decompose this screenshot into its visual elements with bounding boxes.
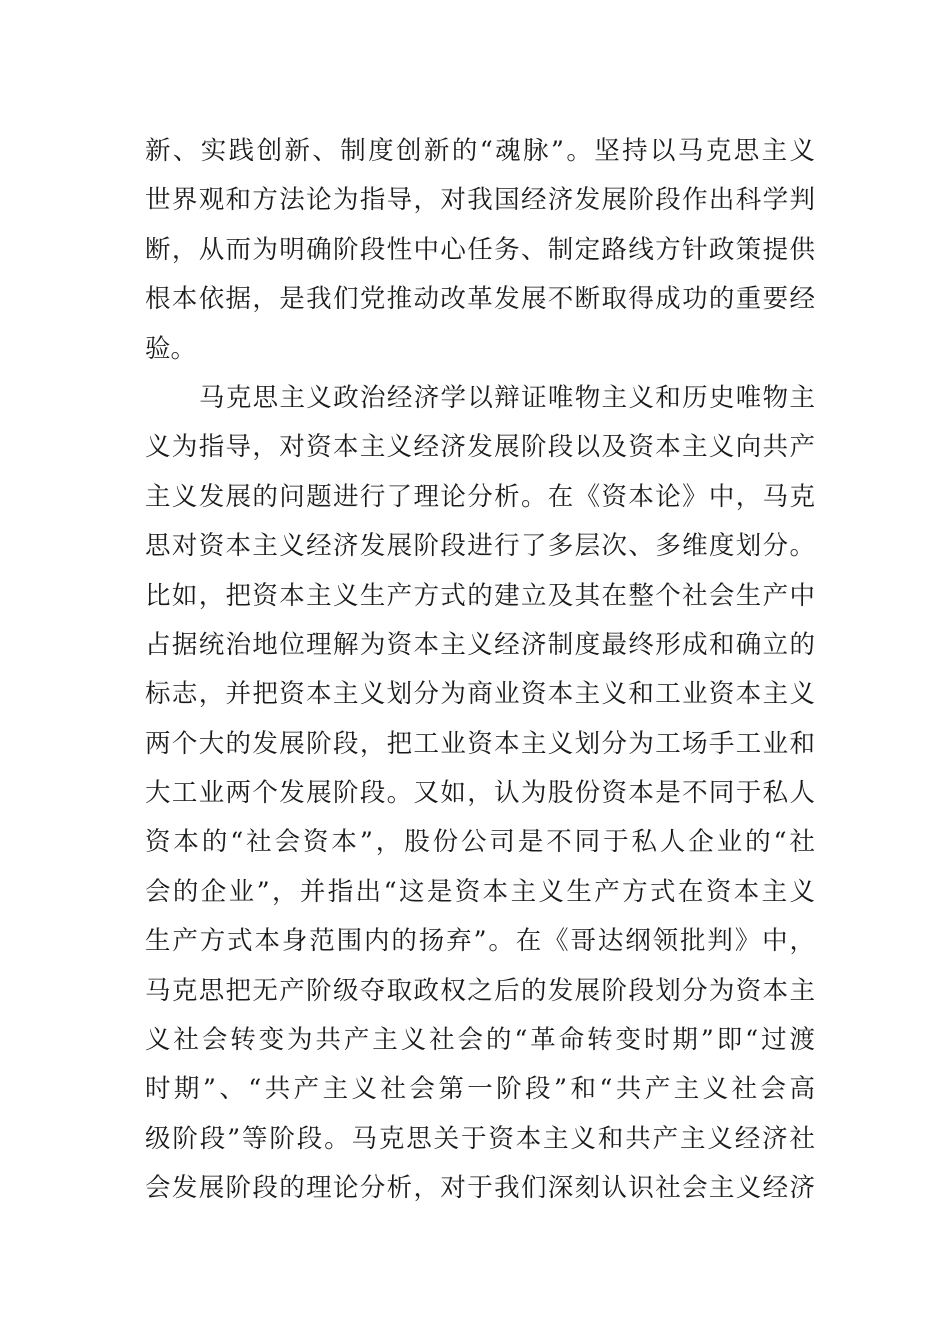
text-line: 占据统治地位理解为资本主义经济制度最终形成和确立的 <box>145 629 815 660</box>
text-line: 级阶段”等阶段。马克思关于资本主义和共产主义经济社 <box>145 1123 815 1154</box>
text-line: 时期”、“共产主义社会第一阶段”和“共产主义社会高 <box>145 1074 815 1105</box>
text-line: 义社会转变为共产主义社会的“革命转变时期”即“过渡 <box>145 1025 815 1056</box>
text-line: 思对资本主义经济发展阶段进行了多层次、多维度划分。 <box>145 531 815 562</box>
text-line: 标志，并把资本主义划分为商业资本主义和工业资本主义 <box>145 679 815 710</box>
text-line: 主义发展的问题进行了理论分析。在《资本论》中，马克 <box>145 481 815 512</box>
text-line: 验。 <box>145 333 197 364</box>
text-line: 会的企业”，并指出“这是资本主义生产方式在资本主义 <box>145 876 815 907</box>
text-line: 马克思把无产阶级夺取政权之后的发展阶段划分为资本主 <box>145 975 815 1006</box>
text-line: 生产方式本身范围内的扬弃”。在《哥达纲领批判》中， <box>145 926 815 957</box>
text-line: 世界观和方法论为指导，对我国经济发展阶段作出科学判 <box>145 185 815 216</box>
text-line: 义为指导，对资本主义经济发展阶段以及资本主义向共产 <box>145 432 815 463</box>
text-line: 断，从而为明确阶段性中心任务、制定路线方针政策提供 <box>145 234 815 265</box>
document-body <box>145 127 815 1214</box>
text-line: 新、实践创新、制度创新的“魂脉”。坚持以马克思主义 <box>145 136 815 166</box>
text-line: 马克思主义政治经济学以辩证唯物主义和历史唯物主 <box>199 382 815 413</box>
text-line: 资本的“社会资本”，股份公司是不同于私人企业的“社 <box>145 827 815 858</box>
text-line: 根本依据，是我们党推动改革发展不断取得成功的重要经 <box>145 284 815 315</box>
text-line: 比如，把资本主义生产方式的建立及其在整个社会生产中 <box>145 580 815 611</box>
text-line: 大工业两个发展阶段。又如，认为股份资本是不同于私人 <box>145 778 815 809</box>
text-line: 两个大的发展阶段，把工业资本主义划分为工场手工业和 <box>145 728 815 759</box>
text-line: 会发展阶段的理论分析，对于我们深刻认识社会主义经济 <box>145 1173 815 1204</box>
